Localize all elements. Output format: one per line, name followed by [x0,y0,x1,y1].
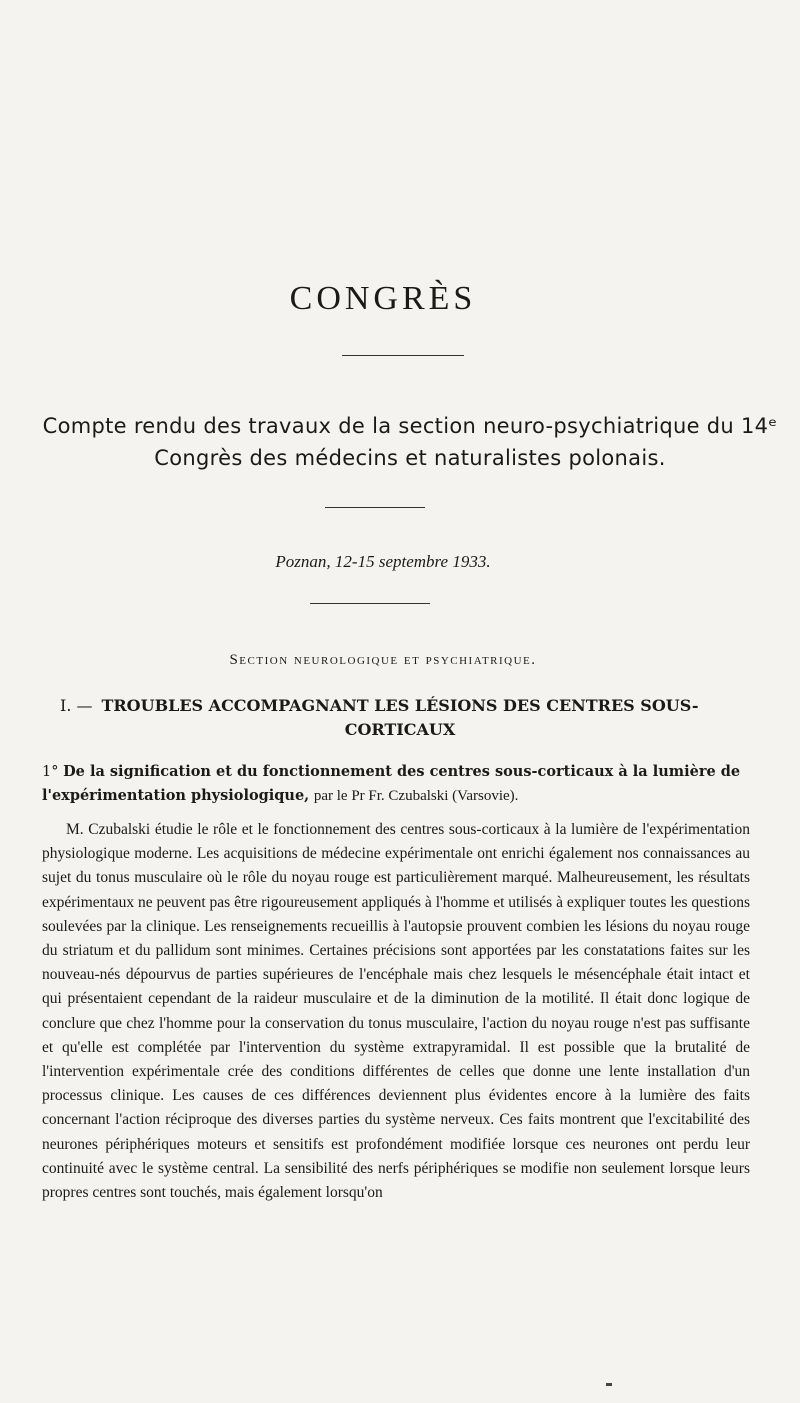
divider [325,507,425,508]
chapter-title: TROUBLES ACCOMPAGNANT LES LÉSIONS DES CENTRES SOUS-CORTICAUX [101,696,699,739]
page-title: CONGRÈS [289,280,477,317]
article-byline: par le Pr Fr. Czubalski (Varsovie). [313,788,519,804]
article-title: De la signification et du fonctionnement des centres sous-corticaux à la lumière de l'expérimentation physiologique, [42,763,741,804]
chapter-number: I. — [60,696,93,715]
page-mark [606,1383,612,1386]
report-subtitle: Compte rendu des travaux de la section neuro-psychiatrique du 14ᵉ Congrès des médecins et naturalistes polonais. [42,414,778,470]
divider [310,603,430,604]
section-heading: Section neurologique et psychiatrique. [229,652,537,668]
dateline: Poznan, 12-15 septembre 1933. [275,552,491,571]
article-heading [42,760,750,808]
divider [342,355,464,356]
chapter-heading [60,694,740,742]
article-number: 1° [42,764,59,780]
body-text [42,818,750,1205]
paragraph: M. Czubalski étudie le rôle et le fonctionnement des centres sous-corticaux à la lumière de l'expérimentation physiologique moderne. Les acquisitions de médecine expérimentale ont enrichi également nos connaissances au sujet du tonus musculaire où le rôle du noyau rouge est particulièrement marqué. Malheureusement, les résultats expérimentaux ne peuvent pas être rigoureusement appliqués à l'homme et utilisés à expliquer toutes les questions soulevées par la clinique. Les renseignements recueillis à l'autopsie prouvent combien les lésions du noyau rouge du striatum et du pallidum sont minimes. Certaines précisions sont apportées par les constatations faites sur les nouveau-nés dépourvus de parties supérieures de l'encéphale mais chez lesquels le mésencéphale était intact et qui présentaient cependant de la raideur musculaire et de la diminution de la motilité. Il était donc logique de conclure que chez l'homme pour la conservation du tonus musculaire, l'action du noyau rouge n'est pas suffisante et qu'elle est complétée par l'intervention du système extrapyramidal. Il est possible que la brutalité de l'intervention expérimentale crée des conditions différentes de celles que donne une lente installation d'un processus clinique. Les causes de ces différences deviennent plus évidentes encore à la lumière des faits concernant l'action réciproque des diverses parties du système nerveux. Ces faits montrent que l'excitabilité des neurones périphériques moteurs et sensitifs est profondément modifiée lorsque ces neurones ont perdu leur continuité avec le système central. La sensibilité des nerfs périphériques se modifie non seulement lorsque leurs propres centres sont touchés, mais également lorsqu'on [42,821,750,1202]
